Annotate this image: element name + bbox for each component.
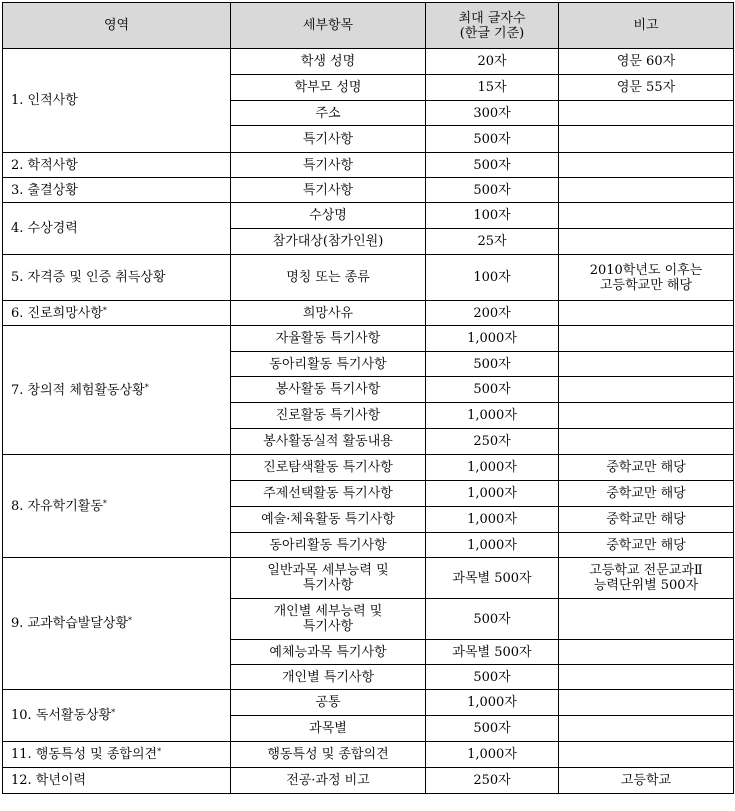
note-cell xyxy=(559,126,734,153)
max-chars-cell: 100자 xyxy=(426,255,559,301)
note-cell xyxy=(559,203,734,229)
table-row xyxy=(3,301,734,326)
note-cell xyxy=(559,377,734,403)
note-cell xyxy=(559,429,734,455)
area-label: 7. 창의적 체험활동상황 xyxy=(11,382,145,398)
max-chars-cell: 1,000자 xyxy=(426,403,559,429)
table-row xyxy=(3,255,734,301)
area-cell xyxy=(3,49,231,153)
item-cell: 봉사활동실적 활동내용 xyxy=(231,429,426,455)
item-cell: 희망사유 xyxy=(231,301,426,326)
max-chars-cell: 과목별 500자 xyxy=(426,640,559,665)
max-chars-cell: 20자 xyxy=(426,49,559,75)
area-cell xyxy=(3,301,231,326)
max-chars-cell: 200자 xyxy=(426,301,559,326)
area-footnote-mark: * xyxy=(144,382,149,392)
table-row xyxy=(3,768,734,794)
table-row xyxy=(3,690,734,716)
item-cell: 예체능과목 특기사항 xyxy=(231,640,426,665)
note-cell xyxy=(559,178,734,203)
max-chars-cell: 500자 xyxy=(426,599,559,640)
note-cell: 2010학년도 이후는 고등학교만 해당 xyxy=(559,255,734,301)
max-chars-cell: 1,000자 xyxy=(426,690,559,716)
area-label: 1. 인적사항 xyxy=(11,93,78,108)
area-cell xyxy=(3,326,231,455)
item-cell: 특기사항 xyxy=(231,178,426,203)
item-cell: 학생 성명 xyxy=(231,49,426,75)
note-cell: 중학교만 해당 xyxy=(559,481,734,507)
item-cell: 참가대상(참가인원) xyxy=(231,229,426,255)
note-cell: 중학교만 해당 xyxy=(559,507,734,533)
max-chars-cell: 500자 xyxy=(426,126,559,153)
area-label: 10. 독서활동상황 xyxy=(11,708,112,723)
area-label: 3. 출결상황 xyxy=(11,182,78,198)
area-cell xyxy=(3,178,231,203)
note-cell xyxy=(559,716,734,742)
max-chars-cell: 100자 xyxy=(426,203,559,229)
max-chars-cell: 과목별 500자 xyxy=(426,558,559,599)
max-chars-cell: 1,000자 xyxy=(426,326,559,352)
item-cell: 동아리활동 특기사항 xyxy=(231,352,426,377)
note-cell xyxy=(559,665,734,690)
max-chars-cell: 250자 xyxy=(426,768,559,794)
note-cell xyxy=(559,301,734,326)
item-cell: 자율활동 특기사항 xyxy=(231,326,426,352)
note-cell: 고등학교 전문교과Ⅱ 능력단위별 500자 xyxy=(559,558,734,599)
max-chars-cell: 500자 xyxy=(426,716,559,742)
note-cell xyxy=(559,403,734,429)
area-footnote-mark: * xyxy=(157,747,162,756)
max-chars-cell: 1,000자 xyxy=(426,481,559,507)
max-chars-cell: 500자 xyxy=(426,352,559,377)
item-cell: 과목별 xyxy=(231,716,426,742)
item-cell: 주제선택활동 특기사항 xyxy=(231,481,426,507)
area-footnote-mark: * xyxy=(102,498,107,508)
item-cell: 동아리활동 특기사항 xyxy=(231,533,426,558)
max-chars-cell: 1,000자 xyxy=(426,742,559,768)
area-label: 8. 자유학기활동 xyxy=(11,498,103,514)
area-footnote-mark: * xyxy=(102,305,107,315)
area-label: 4. 수상경력 xyxy=(11,221,78,236)
note-cell xyxy=(559,640,734,665)
max-chars-cell: 300자 xyxy=(426,101,559,126)
area-cell xyxy=(3,742,231,768)
max-chars-cell: 500자 xyxy=(426,153,559,178)
item-cell: 진로활동 특기사항 xyxy=(231,403,426,429)
note-cell: 중학교만 해당 xyxy=(559,533,734,558)
item-cell: 예술·체육활동 특기사항 xyxy=(231,507,426,533)
area-cell xyxy=(3,768,231,794)
item-cell: 공통 xyxy=(231,690,426,716)
table-row xyxy=(3,558,734,599)
note-cell xyxy=(559,599,734,640)
item-cell: 개인별 특기사항 xyxy=(231,665,426,690)
note-cell xyxy=(559,153,734,178)
item-cell: 진로탐색활동 특기사항 xyxy=(231,455,426,481)
area-label: 6. 진로희망사항 xyxy=(11,305,103,321)
item-cell: 전공·과정 비고 xyxy=(231,768,426,794)
table-row xyxy=(3,742,734,768)
area-label: 2. 학적사항 xyxy=(11,157,78,173)
max-chars-cell: 25자 xyxy=(426,229,559,255)
header-row xyxy=(3,3,734,49)
char-limit-table xyxy=(2,2,734,794)
item-cell: 특기사항 xyxy=(231,126,426,153)
area-cell xyxy=(3,203,231,255)
note-cell xyxy=(559,352,734,377)
max-chars-cell: 15자 xyxy=(426,75,559,101)
item-cell: 학부모 성명 xyxy=(231,75,426,101)
max-chars-cell: 1,000자 xyxy=(426,455,559,481)
table-row xyxy=(3,178,734,203)
note-cell xyxy=(559,229,734,255)
max-chars-cell: 500자 xyxy=(426,665,559,690)
item-cell: 수상명 xyxy=(231,203,426,229)
note-cell: 영문 60자 xyxy=(559,49,734,75)
max-chars-cell: 1,000자 xyxy=(426,533,559,558)
item-cell: 일반과목 세부능력 및 특기사항 xyxy=(231,558,426,599)
item-cell: 명칭 또는 종류 xyxy=(231,255,426,301)
item-cell: 개인별 세부능력 및 특기사항 xyxy=(231,599,426,640)
area-cell xyxy=(3,255,231,301)
table-row xyxy=(3,455,734,481)
table-row xyxy=(3,49,734,75)
max-chars-cell: 500자 xyxy=(426,377,559,403)
area-footnote-mark: * xyxy=(128,616,132,625)
table-row xyxy=(3,326,734,352)
note-cell: 고등학교 xyxy=(559,768,734,794)
area-label: 12. 학년이력 xyxy=(11,773,87,788)
max-chars-cell: 500자 xyxy=(426,178,559,203)
table-row xyxy=(3,153,734,178)
area-footnote-mark: * xyxy=(111,708,116,717)
header-area: 영역 xyxy=(3,3,231,49)
item-cell: 행동특성 및 종합의견 xyxy=(231,742,426,768)
note-cell: 영문 55자 xyxy=(559,75,734,101)
area-cell xyxy=(3,455,231,558)
item-cell: 주소 xyxy=(231,101,426,126)
note-cell: 중학교만 해당 xyxy=(559,455,734,481)
note-cell xyxy=(559,101,734,126)
header-max-chars: 최대 글자수 (한글 기준) xyxy=(426,3,559,49)
item-cell: 특기사항 xyxy=(231,153,426,178)
area-cell xyxy=(3,153,231,178)
note-cell xyxy=(559,742,734,768)
table-row xyxy=(3,203,734,229)
area-cell xyxy=(3,690,231,742)
area-cell xyxy=(3,558,231,690)
max-chars-cell: 250자 xyxy=(426,429,559,455)
max-chars-cell: 1,000자 xyxy=(426,507,559,533)
note-cell xyxy=(559,690,734,716)
header-item: 세부항목 xyxy=(231,3,426,49)
note-cell xyxy=(559,326,734,352)
item-cell: 봉사활동 특기사항 xyxy=(231,377,426,403)
area-label: 11. 행동특성 및 종합의견 xyxy=(11,747,158,762)
header-note: 비고 xyxy=(559,3,734,49)
area-label: 9. 교과학습발달상황 xyxy=(11,616,128,631)
area-label: 5. 자격증 및 인증 취득상황 xyxy=(11,270,166,285)
